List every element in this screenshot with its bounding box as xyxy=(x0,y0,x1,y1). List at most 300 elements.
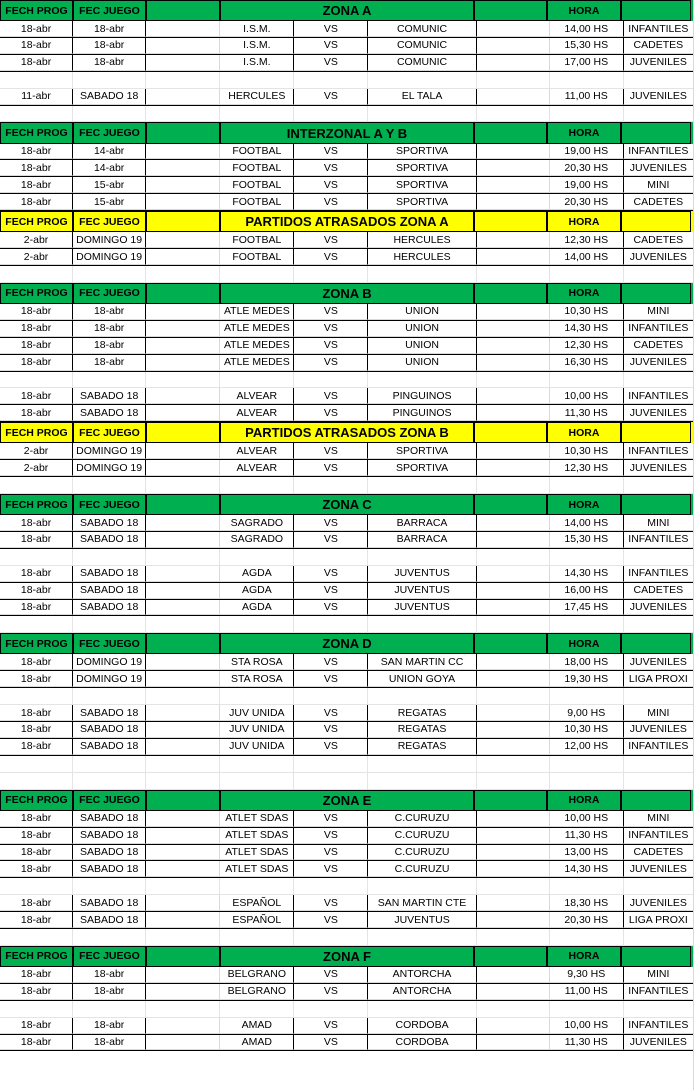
blank-cell[interactable] xyxy=(550,549,624,566)
blank-cell[interactable] xyxy=(294,773,368,790)
blank-cell[interactable] xyxy=(0,72,73,89)
hora-cell[interactable]: 20,30 HS xyxy=(550,912,624,928)
header-blank-cell[interactable] xyxy=(474,0,547,21)
blank-cell[interactable] xyxy=(477,443,550,459)
away-team-cell[interactable]: SPORTIVA xyxy=(368,177,476,193)
categoria-cell[interactable]: INFANTILES xyxy=(624,739,694,755)
blank-cell[interactable] xyxy=(294,616,368,633)
categoria-cell[interactable]: JUVENILES xyxy=(624,600,694,616)
hora-cell[interactable]: 12,00 HS xyxy=(550,739,624,755)
away-team-cell[interactable]: C.CURUZU xyxy=(368,811,476,827)
vs-cell[interactable]: VS xyxy=(294,304,368,320)
vs-cell[interactable]: VS xyxy=(294,532,368,548)
header-categoria[interactable] xyxy=(621,633,691,654)
hora-cell[interactable]: 10,30 HS xyxy=(550,443,624,459)
blank-cell[interactable] xyxy=(73,1001,146,1018)
away-team-cell[interactable]: REGATAS xyxy=(368,739,476,755)
home-team-cell[interactable]: STA ROSA xyxy=(220,671,294,687)
categoria-cell[interactable]: MINI xyxy=(624,705,694,721)
hora-cell[interactable]: 12,30 HS xyxy=(550,338,624,354)
fecha-juego-cell[interactable]: SABADO 18 xyxy=(73,828,146,844)
hora-cell[interactable]: 14,30 HS xyxy=(550,321,624,337)
fecha-juego-cell[interactable]: SABADO 18 xyxy=(73,895,146,911)
hora-cell[interactable]: 10,00 HS xyxy=(550,1018,624,1034)
blank-cell[interactable] xyxy=(146,89,220,105)
categoria-cell[interactable]: MINI xyxy=(624,811,694,827)
home-team-cell[interactable]: FOOTBAL xyxy=(220,144,294,160)
vs-cell[interactable]: VS xyxy=(294,1035,368,1051)
home-team-cell[interactable]: ATLET SDAS xyxy=(220,845,294,861)
fecha-juego-cell[interactable]: SABADO 18 xyxy=(73,515,146,531)
fecha-prog-cell[interactable]: 18-abr xyxy=(0,739,73,755)
fecha-prog-cell[interactable]: 18-abr xyxy=(0,722,73,738)
fecha-prog-cell[interactable]: 18-abr xyxy=(0,984,73,1000)
away-team-cell[interactable]: SPORTIVA xyxy=(368,194,476,210)
away-team-cell[interactable]: UNION GOYA xyxy=(368,671,476,687)
fecha-juego-cell[interactable]: SABADO 18 xyxy=(73,861,146,877)
blank-cell[interactable] xyxy=(146,722,220,738)
vs-cell[interactable]: VS xyxy=(294,828,368,844)
blank-cell[interactable] xyxy=(0,878,73,895)
away-team-cell[interactable]: UNION xyxy=(368,338,476,354)
blank-cell[interactable] xyxy=(220,929,294,946)
home-team-cell[interactable]: ATLE MEDES xyxy=(220,338,294,354)
blank-cell[interactable] xyxy=(73,477,146,494)
fecha-juego-cell[interactable]: 18-abr xyxy=(73,21,146,37)
blank-cell[interactable] xyxy=(73,688,146,705)
home-team-cell[interactable]: I.S.M. xyxy=(220,38,294,54)
header-categoria[interactable] xyxy=(621,0,691,21)
home-team-cell[interactable]: JUV UNIDA xyxy=(220,722,294,738)
header-fecha-prog[interactable]: FECH PROG xyxy=(0,633,73,654)
hora-cell[interactable]: 13,00 HS xyxy=(550,845,624,861)
categoria-cell[interactable]: INFANTILES xyxy=(624,1018,694,1034)
vs-cell[interactable]: VS xyxy=(294,55,368,71)
blank-cell[interactable] xyxy=(73,878,146,895)
categoria-cell[interactable]: INFANTILES xyxy=(624,984,694,1000)
header-blank-cell[interactable] xyxy=(146,946,220,967)
fecha-juego-cell[interactable]: 14-abr xyxy=(73,160,146,176)
header-blank-cell[interactable] xyxy=(474,422,547,443)
blank-cell[interactable] xyxy=(624,688,694,705)
fecha-prog-cell[interactable]: 18-abr xyxy=(0,811,73,827)
blank-cell[interactable] xyxy=(146,405,220,421)
fecha-juego-cell[interactable]: SABADO 18 xyxy=(73,600,146,616)
home-team-cell[interactable]: ATLE MEDES xyxy=(220,321,294,337)
blank-cell[interactable] xyxy=(294,549,368,566)
away-team-cell[interactable]: SPORTIVA xyxy=(368,144,476,160)
home-team-cell[interactable]: BELGRANO xyxy=(220,967,294,983)
vs-cell[interactable]: VS xyxy=(294,388,368,404)
blank-cell[interactable] xyxy=(624,773,694,790)
blank-cell[interactable] xyxy=(624,549,694,566)
header-fecha-juego[interactable]: FEC JUEGO xyxy=(73,494,146,515)
vs-cell[interactable]: VS xyxy=(294,321,368,337)
hora-cell[interactable]: 10,00 HS xyxy=(550,388,624,404)
blank-cell[interactable] xyxy=(368,266,476,283)
header-categoria[interactable] xyxy=(621,946,691,967)
blank-cell[interactable] xyxy=(477,89,550,105)
fecha-juego-cell[interactable]: 18-abr xyxy=(73,967,146,983)
categoria-cell[interactable]: JUVENILES xyxy=(624,160,694,176)
blank-cell[interactable] xyxy=(146,1035,220,1051)
blank-cell[interactable] xyxy=(220,756,294,773)
vs-cell[interactable]: VS xyxy=(294,967,368,983)
blank-cell[interactable] xyxy=(146,106,220,123)
blank-cell[interactable] xyxy=(73,756,146,773)
blank-cell[interactable] xyxy=(368,72,476,89)
blank-cell[interactable] xyxy=(477,566,550,582)
home-team-cell[interactable]: ATLE MEDES xyxy=(220,304,294,320)
blank-cell[interactable] xyxy=(624,266,694,283)
vs-cell[interactable]: VS xyxy=(294,405,368,421)
blank-cell[interactable] xyxy=(146,705,220,721)
header-blank-cell[interactable] xyxy=(474,122,547,143)
categoria-cell[interactable]: JUVENILES xyxy=(624,654,694,670)
blank-cell[interactable] xyxy=(73,616,146,633)
fecha-juego-cell[interactable]: DOMINGO 19 xyxy=(73,654,146,670)
header-categoria[interactable] xyxy=(621,494,691,515)
blank-cell[interactable] xyxy=(550,688,624,705)
header-blank-cell[interactable] xyxy=(146,633,220,654)
away-team-cell[interactable]: HERCULES xyxy=(368,249,476,265)
away-team-cell[interactable]: JUVENTUS xyxy=(368,566,476,582)
blank-cell[interactable] xyxy=(294,1001,368,1018)
hora-cell[interactable]: 11,00 HS xyxy=(550,984,624,1000)
fecha-prog-cell[interactable]: 18-abr xyxy=(0,654,73,670)
fecha-prog-cell[interactable]: 18-abr xyxy=(0,55,73,71)
hora-cell[interactable]: 14,30 HS xyxy=(550,566,624,582)
away-team-cell[interactable]: JUVENTUS xyxy=(368,600,476,616)
fecha-juego-cell[interactable]: 18-abr xyxy=(73,55,146,71)
home-team-cell[interactable]: ATLET SDAS xyxy=(220,861,294,877)
blank-cell[interactable] xyxy=(146,177,220,193)
blank-cell[interactable] xyxy=(146,355,220,371)
hora-cell[interactable]: 11,30 HS xyxy=(550,405,624,421)
vs-cell[interactable]: VS xyxy=(294,460,368,476)
home-team-cell[interactable]: HERCULES xyxy=(220,89,294,105)
categoria-cell[interactable]: JUVENILES xyxy=(624,249,694,265)
hora-cell[interactable]: 9,00 HS xyxy=(550,705,624,721)
blank-cell[interactable] xyxy=(294,756,368,773)
blank-cell[interactable] xyxy=(0,616,73,633)
fecha-prog-cell[interactable]: 2-abr xyxy=(0,443,73,459)
home-team-cell[interactable]: FOOTBAL xyxy=(220,232,294,248)
header-blank-cell[interactable] xyxy=(146,790,220,811)
blank-cell[interactable] xyxy=(294,477,368,494)
away-team-cell[interactable]: ANTORCHA xyxy=(368,984,476,1000)
header-fecha-juego[interactable]: FEC JUEGO xyxy=(73,946,146,967)
blank-cell[interactable] xyxy=(624,929,694,946)
blank-cell[interactable] xyxy=(73,266,146,283)
hora-cell[interactable]: 11,30 HS xyxy=(550,1035,624,1051)
home-team-cell[interactable]: JUV UNIDA xyxy=(220,705,294,721)
categoria-cell[interactable]: JUVENILES xyxy=(624,895,694,911)
categoria-cell[interactable]: MINI xyxy=(624,967,694,983)
blank-cell[interactable] xyxy=(146,773,220,790)
blank-cell[interactable] xyxy=(146,144,220,160)
hora-cell[interactable]: 15,30 HS xyxy=(550,38,624,54)
blank-cell[interactable] xyxy=(294,72,368,89)
blank-cell[interactable] xyxy=(477,304,550,320)
home-team-cell[interactable]: ALVEAR xyxy=(220,388,294,404)
blank-cell[interactable] xyxy=(477,861,550,877)
vs-cell[interactable]: VS xyxy=(294,1018,368,1034)
hora-cell[interactable]: 14,30 HS xyxy=(550,861,624,877)
fecha-prog-cell[interactable]: 18-abr xyxy=(0,583,73,599)
blank-cell[interactable] xyxy=(146,912,220,928)
fecha-prog-cell[interactable]: 18-abr xyxy=(0,845,73,861)
fecha-prog-cell[interactable]: 18-abr xyxy=(0,967,73,983)
home-team-cell[interactable]: I.S.M. xyxy=(220,55,294,71)
section-title[interactable]: ZONA B xyxy=(220,283,474,304)
categoria-cell[interactable]: JUVENILES xyxy=(624,722,694,738)
fecha-juego-cell[interactable]: SABADO 18 xyxy=(73,405,146,421)
hora-cell[interactable]: 19,30 HS xyxy=(550,671,624,687)
fecha-prog-cell[interactable]: 18-abr xyxy=(0,21,73,37)
categoria-cell[interactable]: INFANTILES xyxy=(624,21,694,37)
blank-cell[interactable] xyxy=(550,929,624,946)
fecha-prog-cell[interactable]: 18-abr xyxy=(0,600,73,616)
home-team-cell[interactable]: ALVEAR xyxy=(220,443,294,459)
hora-cell[interactable]: 16,00 HS xyxy=(550,583,624,599)
away-team-cell[interactable]: ANTORCHA xyxy=(368,967,476,983)
home-team-cell[interactable]: ATLET SDAS xyxy=(220,828,294,844)
fecha-juego-cell[interactable]: 18-abr xyxy=(73,1035,146,1051)
blank-cell[interactable] xyxy=(146,304,220,320)
fecha-prog-cell[interactable]: 11-abr xyxy=(0,89,73,105)
fecha-prog-cell[interactable]: 18-abr xyxy=(0,912,73,928)
vs-cell[interactable]: VS xyxy=(294,705,368,721)
blank-cell[interactable] xyxy=(550,106,624,123)
fecha-juego-cell[interactable]: 18-abr xyxy=(73,338,146,354)
fecha-prog-cell[interactable]: 18-abr xyxy=(0,861,73,877)
vs-cell[interactable]: VS xyxy=(294,861,368,877)
away-team-cell[interactable]: C.CURUZU xyxy=(368,845,476,861)
header-blank-cell[interactable] xyxy=(146,494,220,515)
blank-cell[interactable] xyxy=(0,549,73,566)
section-title[interactable]: ZONA D xyxy=(220,633,474,654)
header-categoria[interactable] xyxy=(621,283,691,304)
blank-cell[interactable] xyxy=(73,106,146,123)
hora-cell[interactable]: 14,00 HS xyxy=(550,515,624,531)
header-hora[interactable]: HORA xyxy=(547,283,621,304)
home-team-cell[interactable]: STA ROSA xyxy=(220,654,294,670)
hora-cell[interactable]: 9,30 HS xyxy=(550,967,624,983)
home-team-cell[interactable]: AMAD xyxy=(220,1035,294,1051)
blank-cell[interactable] xyxy=(550,266,624,283)
blank-cell[interactable] xyxy=(477,515,550,531)
away-team-cell[interactable]: UNION xyxy=(368,304,476,320)
blank-cell[interactable] xyxy=(477,477,550,494)
blank-cell[interactable] xyxy=(0,106,73,123)
blank-cell[interactable] xyxy=(220,1001,294,1018)
vs-cell[interactable]: VS xyxy=(294,566,368,582)
away-team-cell[interactable]: COMUNIC xyxy=(368,21,476,37)
header-categoria[interactable] xyxy=(621,122,691,143)
fecha-prog-cell[interactable]: 18-abr xyxy=(0,321,73,337)
away-team-cell[interactable]: JUVENTUS xyxy=(368,912,476,928)
fecha-prog-cell[interactable]: 18-abr xyxy=(0,194,73,210)
categoria-cell[interactable]: JUVENILES xyxy=(624,355,694,371)
blank-cell[interactable] xyxy=(146,21,220,37)
blank-cell[interactable] xyxy=(146,249,220,265)
blank-cell[interactable] xyxy=(73,549,146,566)
fecha-prog-cell[interactable]: 18-abr xyxy=(0,671,73,687)
vs-cell[interactable]: VS xyxy=(294,355,368,371)
categoria-cell[interactable]: LIGA PROXI xyxy=(624,912,694,928)
away-team-cell[interactable]: BARRACA xyxy=(368,532,476,548)
section-title[interactable]: PARTIDOS ATRASADOS ZONA A xyxy=(220,211,474,232)
blank-cell[interactable] xyxy=(477,372,550,389)
hora-cell[interactable]: 19,00 HS xyxy=(550,144,624,160)
blank-cell[interactable] xyxy=(368,688,476,705)
fecha-juego-cell[interactable]: 18-abr xyxy=(73,304,146,320)
header-fecha-prog[interactable]: FECH PROG xyxy=(0,946,73,967)
blank-cell[interactable] xyxy=(368,1001,476,1018)
blank-cell[interactable] xyxy=(368,929,476,946)
fecha-prog-cell[interactable]: 2-abr xyxy=(0,460,73,476)
vs-cell[interactable]: VS xyxy=(294,845,368,861)
blank-cell[interactable] xyxy=(477,967,550,983)
blank-cell[interactable] xyxy=(146,929,220,946)
hora-cell[interactable]: 11,00 HS xyxy=(550,89,624,105)
blank-cell[interactable] xyxy=(220,106,294,123)
blank-cell[interactable] xyxy=(146,984,220,1000)
blank-cell[interactable] xyxy=(477,321,550,337)
fecha-juego-cell[interactable]: SABADO 18 xyxy=(73,912,146,928)
fecha-juego-cell[interactable]: DOMINGO 19 xyxy=(73,249,146,265)
home-team-cell[interactable]: JUV UNIDA xyxy=(220,739,294,755)
blank-cell[interactable] xyxy=(477,338,550,354)
home-team-cell[interactable]: FOOTBAL xyxy=(220,160,294,176)
hora-cell[interactable]: 10,00 HS xyxy=(550,811,624,827)
blank-cell[interactable] xyxy=(146,828,220,844)
blank-cell[interactable] xyxy=(368,372,476,389)
blank-cell[interactable] xyxy=(477,177,550,193)
header-fecha-prog[interactable]: FECH PROG xyxy=(0,122,73,143)
blank-cell[interactable] xyxy=(146,671,220,687)
vs-cell[interactable]: VS xyxy=(294,194,368,210)
blank-cell[interactable] xyxy=(368,616,476,633)
home-team-cell[interactable]: AGDA xyxy=(220,583,294,599)
fecha-juego-cell[interactable]: 18-abr xyxy=(73,984,146,1000)
home-team-cell[interactable]: BELGRANO xyxy=(220,984,294,1000)
home-team-cell[interactable]: FOOTBAL xyxy=(220,177,294,193)
home-team-cell[interactable]: FOOTBAL xyxy=(220,194,294,210)
blank-cell[interactable] xyxy=(220,372,294,389)
blank-cell[interactable] xyxy=(73,72,146,89)
blank-cell[interactable] xyxy=(477,705,550,721)
blank-cell[interactable] xyxy=(146,616,220,633)
blank-cell[interactable] xyxy=(0,1001,73,1018)
blank-cell[interactable] xyxy=(146,532,220,548)
away-team-cell[interactable]: SPORTIVA xyxy=(368,443,476,459)
blank-cell[interactable] xyxy=(477,878,550,895)
fecha-juego-cell[interactable]: DOMINGO 19 xyxy=(73,671,146,687)
header-hora[interactable]: HORA xyxy=(547,790,621,811)
header-fecha-juego[interactable]: FEC JUEGO xyxy=(73,633,146,654)
away-team-cell[interactable]: COMUNIC xyxy=(368,38,476,54)
header-blank-cell[interactable] xyxy=(146,0,220,21)
away-team-cell[interactable]: BARRACA xyxy=(368,515,476,531)
fecha-juego-cell[interactable]: SABADO 18 xyxy=(73,566,146,582)
blank-cell[interactable] xyxy=(0,477,73,494)
blank-cell[interactable] xyxy=(146,895,220,911)
categoria-cell[interactable]: LIGA PROXI xyxy=(624,671,694,687)
blank-cell[interactable] xyxy=(477,38,550,54)
categoria-cell[interactable]: JUVENILES xyxy=(624,405,694,421)
home-team-cell[interactable]: AGDA xyxy=(220,600,294,616)
blank-cell[interactable] xyxy=(477,549,550,566)
home-team-cell[interactable]: ESPAÑOL xyxy=(220,912,294,928)
hora-cell[interactable]: 15,30 HS xyxy=(550,532,624,548)
categoria-cell[interactable]: JUVENILES xyxy=(624,861,694,877)
blank-cell[interactable] xyxy=(368,106,476,123)
blank-cell[interactable] xyxy=(0,929,73,946)
blank-cell[interactable] xyxy=(146,232,220,248)
hora-cell[interactable]: 20,30 HS xyxy=(550,194,624,210)
categoria-cell[interactable]: INFANTILES xyxy=(624,388,694,404)
header-fecha-juego[interactable]: FEC JUEGO xyxy=(73,0,146,21)
section-title[interactable]: INTERZONAL A Y B xyxy=(220,122,474,143)
header-blank-cell[interactable] xyxy=(474,211,547,232)
fecha-juego-cell[interactable]: DOMINGO 19 xyxy=(73,460,146,476)
blank-cell[interactable] xyxy=(477,929,550,946)
section-title[interactable]: ZONA C xyxy=(220,494,474,515)
blank-cell[interactable] xyxy=(73,929,146,946)
home-team-cell[interactable]: ALVEAR xyxy=(220,405,294,421)
blank-cell[interactable] xyxy=(477,1018,550,1034)
blank-cell[interactable] xyxy=(146,72,220,89)
blank-cell[interactable] xyxy=(146,515,220,531)
vs-cell[interactable]: VS xyxy=(294,671,368,687)
categoria-cell[interactable]: INFANTILES xyxy=(624,144,694,160)
blank-cell[interactable] xyxy=(146,845,220,861)
away-team-cell[interactable]: PINGUINOS xyxy=(368,388,476,404)
away-team-cell[interactable]: C.CURUZU xyxy=(368,828,476,844)
blank-cell[interactable] xyxy=(146,566,220,582)
blank-cell[interactable] xyxy=(146,756,220,773)
blank-cell[interactable] xyxy=(146,739,220,755)
fecha-prog-cell[interactable]: 18-abr xyxy=(0,532,73,548)
blank-cell[interactable] xyxy=(477,355,550,371)
blank-cell[interactable] xyxy=(477,1035,550,1051)
blank-cell[interactable] xyxy=(368,477,476,494)
home-team-cell[interactable]: FOOTBAL xyxy=(220,249,294,265)
header-blank-cell[interactable] xyxy=(146,122,220,143)
blank-cell[interactable] xyxy=(550,72,624,89)
categoria-cell[interactable]: INFANTILES xyxy=(624,828,694,844)
header-blank-cell[interactable] xyxy=(474,790,547,811)
header-fecha-prog[interactable]: FECH PROG xyxy=(0,494,73,515)
hora-cell[interactable]: 18,30 HS xyxy=(550,895,624,911)
away-team-cell[interactable]: PINGUINOS xyxy=(368,405,476,421)
blank-cell[interactable] xyxy=(294,372,368,389)
away-team-cell[interactable]: SAN MARTIN CTE xyxy=(368,895,476,911)
blank-cell[interactable] xyxy=(477,600,550,616)
hora-cell[interactable]: 10,30 HS xyxy=(550,304,624,320)
home-team-cell[interactable]: I.S.M. xyxy=(220,21,294,37)
fecha-juego-cell[interactable]: SABADO 18 xyxy=(73,811,146,827)
blank-cell[interactable] xyxy=(477,21,550,37)
fecha-prog-cell[interactable]: 18-abr xyxy=(0,355,73,371)
blank-cell[interactable] xyxy=(624,477,694,494)
blank-cell[interactable] xyxy=(146,460,220,476)
blank-cell[interactable] xyxy=(146,600,220,616)
hora-cell[interactable]: 20,30 HS xyxy=(550,160,624,176)
blank-cell[interactable] xyxy=(0,756,73,773)
